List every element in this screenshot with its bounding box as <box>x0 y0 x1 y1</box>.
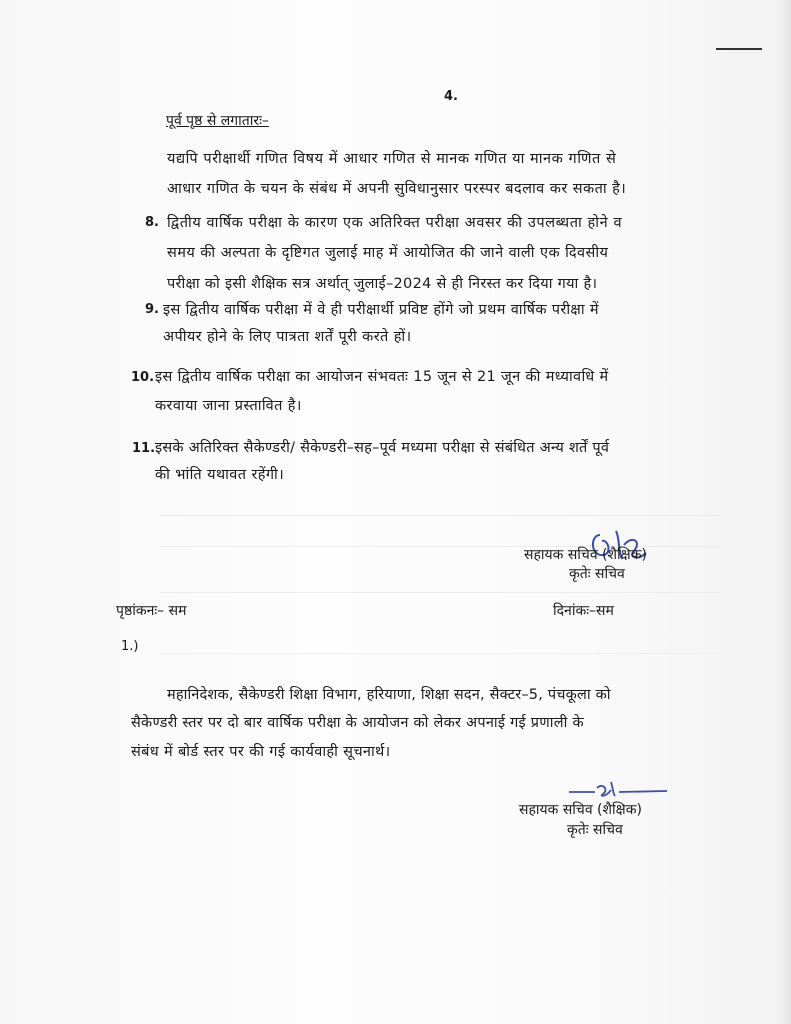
point-line: करवाया जाना प्रस्तावित है। <box>155 398 302 414</box>
recipient-line: संबंध में बोर्ड स्तर पर की गई कार्यवाही सूचनार्थ। <box>131 744 391 760</box>
signatory-title: सहायक सचिव (शैक्षिक) <box>524 547 647 563</box>
intro-line: आधार गणित के चयन के संबंध में अपनी सुविधानुसार परस्पर बदलाव कर सकता है। <box>167 181 627 197</box>
point-number: 11. <box>132 441 156 456</box>
recipient-number: 1.) <box>121 639 139 654</box>
endorsement-number: पृष्ठांकनः– सम <box>116 603 187 619</box>
corner-mark <box>716 48 762 50</box>
point-line: समय की अल्पता के दृष्टिगत जुलाई माह में आयोजित की जाने वाली एक दिवसीय <box>167 245 609 261</box>
signatory-on-behalf: कृतेः सचिव <box>569 566 625 582</box>
recipient-line: सैकेण्डरी स्तर पर दो बार वार्षिक परीक्षा के आयोजन को लेकर अपनाई गई प्रणाली के <box>131 715 584 731</box>
point-line: इस द्वितीय वार्षिक परीक्षा में वे ही परीक्षार्थी प्रविष्ट होंगे जो प्रथम वार्षिक परीक्षा में <box>163 302 599 318</box>
point-number: 9. <box>145 302 159 317</box>
point-line: द्वितीय वार्षिक परीक्षा के कारण एक अतिरिक्त परीक्षा अवसर की उपलब्धता होने व <box>167 215 623 231</box>
point-number: 10. <box>131 370 155 385</box>
page-edge-shadow <box>777 0 791 1024</box>
point-line: इसके अतिरिक्त सैकेण्डरी/ सैकेण्डरी–सह–पूर्व मध्यमा परीक्षा से संबंधित अन्य शर्तें पूर्व <box>155 440 610 456</box>
point-number: 8. <box>145 215 159 230</box>
signatory-title: सहायक सचिव (शैक्षिक) <box>519 802 642 818</box>
point-line: परीक्षा को इसी शैक्षिक सत्र अर्थात् जुलाई–2024 से ही निरस्त कर दिया गया है। <box>167 276 598 292</box>
intro-line: यद्यपि परीक्षार्थी गणित विषय में आधार गणित से मानक गणित या मानक गणित से <box>167 151 617 167</box>
date-label: दिनांकः–सम <box>553 603 614 619</box>
signatory-on-behalf: कृतेः सचिव <box>567 822 623 838</box>
page-number: 4. <box>444 89 458 104</box>
point-line: अपीयर होने के लिए पात्रता शर्तें पूरी करते हों। <box>163 329 412 345</box>
point-line: की भांति यथावत रहेंगी। <box>155 467 285 483</box>
recipient-line: महानिदेशक, सैकेण्डरी शिक्षा विभाग, हरियाणा, शिक्षा सदन, सैक्टर–5, पंचकूला को <box>167 687 611 703</box>
continued-label: पूर्व पृष्ठ से लगातारः– <box>166 113 269 129</box>
signature-scribble <box>567 778 671 800</box>
point-line: इस द्वितीय वार्षिक परीक्षा का आयोजन संभवतः 15 जून से 21 जून की मध्यावधि में <box>155 369 609 385</box>
